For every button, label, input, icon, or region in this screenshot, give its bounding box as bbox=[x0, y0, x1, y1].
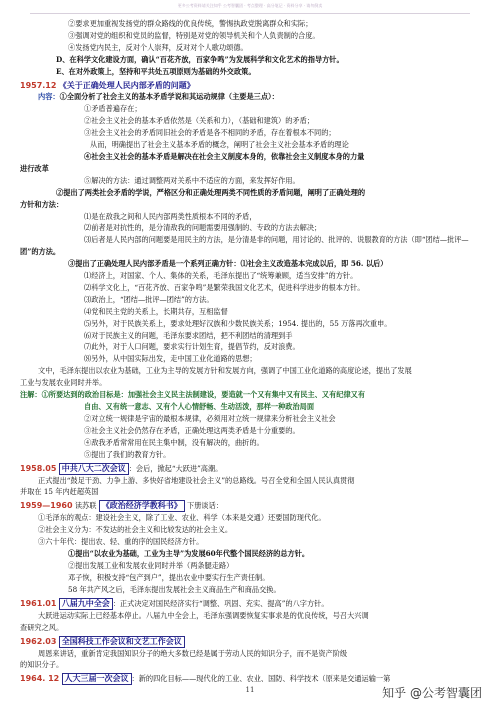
content-label: 内容： bbox=[38, 92, 60, 102]
text-line: ②提出了两类社会矛盾的学说，严格区分和正确处理两类不同性质的矛盾问题，阐明了正确处理的 bbox=[56, 187, 366, 197]
section-title: 《关于正确处理人民内部矛盾的问题》 bbox=[58, 80, 195, 90]
section-pre: 读苏联 bbox=[74, 501, 97, 511]
text-line: ⑶政治上，“团结—批评—团结”的方法。 bbox=[84, 294, 214, 304]
text-line: 的知识分子。 bbox=[20, 660, 64, 670]
text-line: D、在科学文化建设方面，确认“百花齐放，百家争鸣”为发展科学和文化艺术的指导方针。 bbox=[56, 54, 344, 64]
text-line: ⑸另外，对于民族关系上，要求处理好汉族和少数民族关系；1954. 提出的，55 万落再次重申。 bbox=[84, 318, 392, 328]
text-line: ⑵前者是对抗性的，是分清敌我的问题需要用强制的、专政的方法去解决； bbox=[84, 223, 322, 233]
page-number: 11 bbox=[245, 686, 255, 694]
header-divider bbox=[30, 13, 470, 14]
text-line: ④发扬党内民主，反对个人崇拜，反对对个人歌功颂德。 bbox=[68, 42, 248, 52]
section-heading-1962 bbox=[20, 636, 482, 648]
text-line: 自由、又有统一意志、又有个人心情舒畅、生动活泼，那样一种政治局面 bbox=[84, 402, 315, 411]
section-year: 1959—1960 bbox=[20, 501, 73, 511]
text-line: ④社会主义社会的基本矛盾是解决在社会主义制度本身的，依靠社会主义制度本身的力量 bbox=[84, 151, 365, 161]
section-rest: ：会后，掀起“大跃进”高潮。 bbox=[128, 463, 223, 473]
text-line: 查研究之风。 bbox=[20, 622, 64, 632]
section-year: 1958.05 bbox=[20, 463, 57, 473]
text-line: 正式提出“鼓足干劲、力争上游、多快好省地建设社会主义”的总路线。号召全党和全国人民认真贯彻 bbox=[38, 475, 355, 485]
text-line: 大跃进运动实际上已经基本停止。八届九中全会上，毛泽东强调要恢复实事求是的优良传统，号召大兴调 bbox=[38, 610, 369, 620]
text-line: 从而，明确提出了社会主义基本矛盾的概念，阐明了社会主义社会基本矛盾的理论 bbox=[90, 140, 349, 150]
text-line: ⑶后者是人民内部的问题要是用民主的方法，是分清是非的问题，用讨论的、批评的、说服教育的方法（即“团结—批评— bbox=[84, 235, 469, 245]
text-line: ④敌我矛盾常常用在民主集中制，没有解决的，曲折的。 bbox=[84, 437, 264, 447]
page-header-text: 更多公考资料请关注知乎 公考智囊团 · 考点整理 · 高分笔记 · 资料分享 · 请勿倒卖 bbox=[177, 3, 323, 8]
text-line: 方针和方法： bbox=[20, 199, 64, 209]
text-line: ⑴经济上，对国家、个人、集体的关系，毛泽东提出了“统筹兼顾，适当安排”的方针。 bbox=[84, 271, 358, 281]
text-line: ⑤解决的方法：通过调整两对关系中不适应的方面，来发挥好作用。 bbox=[84, 175, 300, 185]
text-line: ⑷党和民主党的关系上，长期共存，互相监督 bbox=[84, 306, 228, 316]
text-line: ③提出了正确处理人民内部矛盾是一个系列正确方针：⑴社会主义改造基本完成以后，即 56. 以后） bbox=[68, 259, 388, 269]
text-line bbox=[20, 91, 482, 103]
text-line: ⑵科学文化上，“百花齐放、百家争鸣”是繁荣我国文化艺术，促进科学进步的根本方针。 bbox=[84, 282, 365, 292]
text-line: 进行改革 bbox=[20, 163, 49, 173]
text-line: 团”的方法。 bbox=[20, 247, 61, 257]
text-line: 注解：①所要达到的政治目标是：加强社会主义民主法制建设，要造就一个又有集中又有民主、又有纪律又有 bbox=[20, 390, 366, 400]
section-year: 1962.03 bbox=[20, 636, 57, 646]
section-post: 下册谈话： bbox=[187, 501, 223, 511]
watermark-text: 知乎 @公考智囊团 bbox=[382, 686, 482, 700]
section-title: 中共八大二次会议 bbox=[59, 463, 129, 475]
text-line: E、在对外政策上，坚持和平共处五项原则为基础的外交政策。 bbox=[56, 66, 256, 76]
section-year: 1964. 12 bbox=[20, 674, 60, 684]
section-title: 《政治经济学教科书》 bbox=[99, 500, 185, 512]
text-line: ②社会主义分为：不发达的社会主义和比较发达的社会主义。 bbox=[38, 525, 233, 535]
section-heading-1957 bbox=[20, 80, 482, 92]
text-line: ①提出“以农业为基础，工业为主导”为发展60年代整个国民经济的总方针。 bbox=[68, 549, 310, 559]
text-line: ①矛盾普遍存在； bbox=[84, 104, 142, 114]
section-year: 1957.12 bbox=[20, 80, 57, 90]
section-heading-1958 bbox=[20, 463, 482, 475]
text-line: 文中，毛泽东提出以农业为基础，工业为主导的发展方针和发展方向，强调了中国工业化道路的高度论述，提出了发展 bbox=[38, 366, 412, 376]
watermark bbox=[382, 684, 482, 701]
section-heading-1959 bbox=[20, 500, 482, 512]
section-rest: ：正式决定对国民经济实行“调整、巩固、充实、提高”的八字方针。 bbox=[112, 598, 329, 608]
text-line: ②社会主义社会的基本矛盾依然是（关系和力），（基础和建筑）的矛盾； bbox=[84, 116, 314, 126]
text-line: 58 年共产风之后，毛泽东提出发展社会主义商品生产和商品交换。 bbox=[68, 584, 281, 594]
text-line: ⑴是在敌我之间和人民内部两类性质根本不同的矛盾， bbox=[84, 211, 257, 221]
text-line: ⑤提出了我们的教育方针。 bbox=[84, 449, 171, 459]
text-line: 周恩来讲话，重新肯定我国知识分子的绝大多数已经是属于劳动人民的知识分子，而不是资产阶级 bbox=[38, 648, 348, 658]
text-line: ②提出发展工业和发展农业同时并举（两条腿走路） bbox=[68, 560, 234, 570]
section-title: 八届九中全会 bbox=[59, 598, 113, 610]
text-line: 工业与发展农业同时并举。 bbox=[20, 378, 107, 388]
text-line: ②对立统一规律是宇宙的最根本规律，必须用对立统一规律来分析社会主义社会 bbox=[84, 413, 336, 423]
text-line: ②要求更加重视发扬党的群众路线的优良传统，警惕执政党脱离群众和实际； bbox=[68, 19, 313, 28]
section-title: 人大三届一次会议 bbox=[62, 673, 132, 685]
section-rest: ：新的四化目标——现代化的工业、农业、国防、科学技术（原来是交通运输一第 bbox=[131, 674, 391, 684]
text-line: ⑻另外，从中国实际出发，走中国工业化道路的思想； bbox=[84, 354, 257, 364]
text-line: ③强调对党的组织和党员的监督，特别是对党的领导机关和个人负责制的合度。 bbox=[68, 30, 320, 40]
text-line: ③社会主义社会仍然存在矛盾，正确处理这两类矛盾是十分重要的。 bbox=[84, 425, 300, 435]
text-line: ⑺此外，对于人口问题，要求实行计划生育，提倡节约，反对浪费。 bbox=[84, 342, 300, 352]
text-span: ①全面分析了社会主义的基本矛盾学说和其运动规律（主要是三点）： bbox=[59, 92, 279, 102]
text-line: 并取在 15 年内赶超英国 bbox=[20, 487, 99, 497]
text-line: ③社会主义社会的矛盾同旧社会的矛盾是各不相同的矛盾，存在着根本不同的； bbox=[84, 128, 336, 138]
section-title: 全国科技工作会议和文艺工作会议 bbox=[59, 636, 185, 648]
text-line: 邓子恢，积极支持“包产到户”，提出农业中要实行生产责任制。 bbox=[68, 572, 270, 582]
document-body bbox=[20, 18, 482, 685]
section-year: 1961.01 bbox=[20, 598, 57, 608]
text-line: ①毛泽东的观点：建设社会主义，除了工业、农业、科学（本来是交通）还要国防现代化。 bbox=[38, 513, 326, 523]
text-line: ⑹对于民族主义的问题，毛泽东要求团结，把不利团结的清理到手 bbox=[84, 330, 293, 340]
section-heading-1961 bbox=[20, 598, 482, 610]
text-line: ③六十年代：提出农、轻、重的序的国民经济方针。 bbox=[38, 537, 204, 547]
